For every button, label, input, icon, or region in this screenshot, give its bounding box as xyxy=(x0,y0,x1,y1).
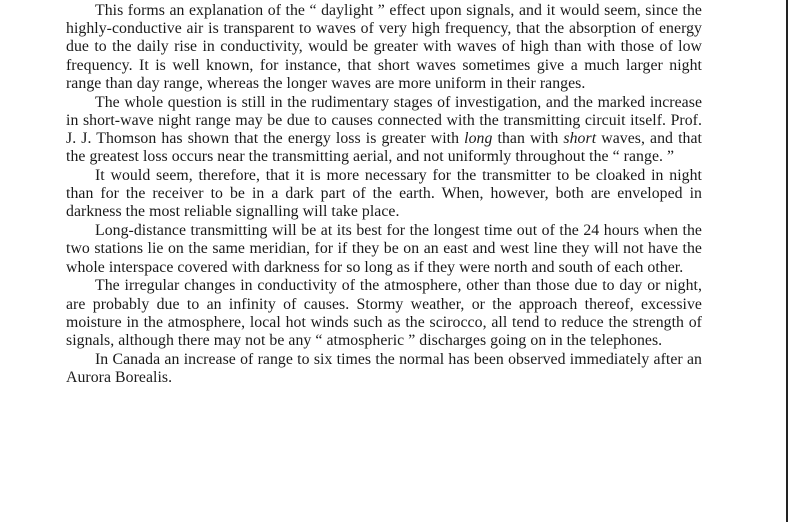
paragraph-long-distance: Long-distance transmitting will be at its best for the longest time out of the 24 hours when the two stations lie on the same meridian, for if they be on an east and west line they will not have the whole interspace covered with darkness for so long as if they were north and south of each other. xyxy=(66,222,702,276)
emphasis-long: long xyxy=(464,130,493,148)
paragraph-rudimentary-stages: The whole question is still in the rudimentary stages of investigation, and the marked increase in short-wave night range may be due to causes connected with the transmitting circuit itself. Prof. J. J. Thomson has shown that the energy loss is greater with long than with short waves, and that the greatest loss occurs near the transmitting aerial, and not uniformly throughout the “ range. ” xyxy=(66,93,702,166)
paragraph-transmitter-night: It would seem, therefore, that it is more necessary for the transmitter to be cloaked in night than for the receiver to be in a dark part of the earth. When, however, both are enveloped in darkness the most reliable signalling will take place. xyxy=(66,167,702,221)
body-text xyxy=(66,2,702,387)
emphasis-short: short xyxy=(563,130,597,148)
paragraph-irregular-changes: The irregular changes in conductivity of the atmosphere, other than those due to day or night, are probably due to an infinity of causes. Stormy weather, or the approach thereof, excessive moisture in the atmosphere, local hot winds such as the scirocco, all tend to reduce the strength of signals, although there may not be any “ atmospheric ” discharges going on in the telephones. xyxy=(66,277,702,350)
paragraph-canada-aurora: In Canada an increase of range to six times the normal has been observed immediately after an Aurora Borealis. xyxy=(66,350,702,387)
paragraph-daylight-effect: This forms an explanation of the “ daylight ” effect upon signals, and it would seem, since the highly-conductive air is transparent to waves of very high frequency, that the absorption of energy due to the daily rise in conductivity, would be greater with waves of high than with those of low frequency. It is well known, for instance, that short waves sometimes give a much larger night range than day range, whereas the longer waves are more uniform in their ranges. xyxy=(66,2,702,92)
